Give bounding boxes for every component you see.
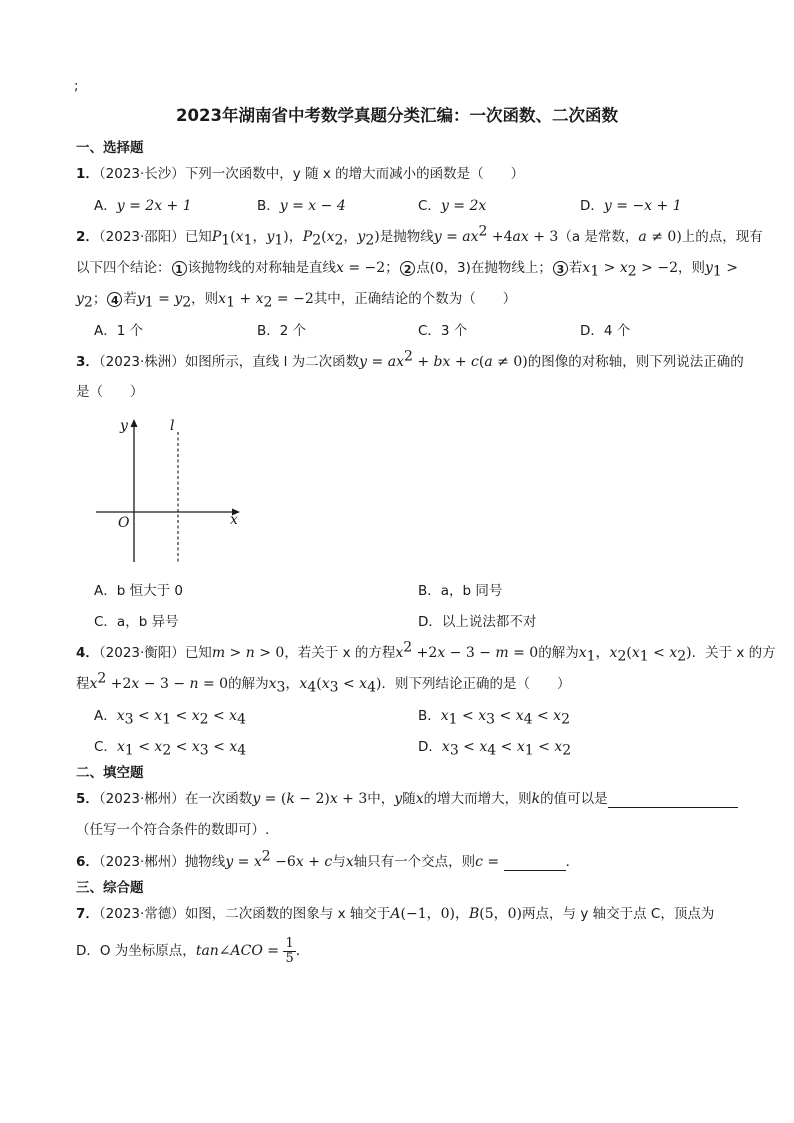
question-2-line-1: 2．（2023·邵阳）已知$P_1(x_1$，$y_1$)，$P_2(x_2$，$y_2$)是抛物线$y = ax^2 +4ax + 3(a$ 是常数，a ≠ 0)上的点，现有 [76, 223, 763, 249]
origin-label: O [118, 515, 130, 531]
q1-option-a: A．y = 2x + 1 [94, 198, 192, 214]
question-7-line-2: D．O 为坐标原点，tan∠ACO = $\frac{1}{5}$ . [76, 935, 301, 966]
question-7-line-1: 7．（2023·常德）如图，二次函数的图象与 x 轴交于A(−1，0)，B(5，0)两点，与 y 轴交于点 C，顶点为 [76, 906, 715, 922]
q4-option-b: B．$x_1 < x_3 < x_4 < x_2$ [418, 708, 570, 728]
circled-2-icon: 2 [400, 261, 415, 276]
circled-4-icon: 4 [107, 292, 122, 307]
q2-option-c: C．3 个 [418, 323, 468, 339]
q2-option-b: B．2 个 [257, 323, 307, 339]
l-label: l [170, 418, 175, 434]
question-2-line-3: $y_2$； 4 若$y_1 = y_2$，则$x_1 + x_2 = -2$其中，正确结论的个数为（ ） [76, 291, 517, 311]
question-5-line-1: 5．（2023·郴州）在一次函数y = (k − 2)x + 3中，y随x的增大而增大，则k的值可以是 [76, 790, 738, 808]
question-2-line-2: 以下四个结论： 1 该抛物线的对称轴是直线x = −2； 2 点(0，3)在抛物线上； 3 若$x_1 > x_2 > -2$，则$y_1$ > [76, 260, 739, 280]
y-axis-arrow [131, 419, 138, 427]
question-number: 1． [76, 166, 99, 182]
fraction-one-fifth: $\frac{1}{5}$ [285, 935, 294, 966]
q2-option-d: D．4 个 [580, 323, 631, 339]
question-source: （2023·长沙） [98, 166, 185, 182]
circled-1-icon: 1 [172, 261, 187, 276]
q2-option-a: A．1 个 [94, 323, 144, 339]
q3-coordinate-graph [90, 410, 250, 570]
q3-option-c: C．a，b 异号 [94, 614, 179, 630]
section-heading-fill: 二、填空题 [76, 765, 144, 781]
question-4-line-2: 程$x^2 +2x - 3 - n = 0$的解为$x_3$，$x_4(x_3 < x_4)$．则下列结论正确的是（ ） [76, 670, 571, 696]
q3-option-b: B．a，b 同号 [418, 583, 503, 599]
question-1 [76, 165, 524, 183]
q3-option-a: A．b 恒大于 0 [94, 583, 183, 599]
section-heading-comprehensive: 三、综合题 [76, 880, 144, 896]
y-axis-label: y [120, 418, 128, 434]
question-3-line-2: 是（ ） [76, 384, 144, 400]
page-title: 2023年湖南省中考数学真题分类汇编：一次函数、二次函数 [176, 106, 618, 125]
question-text: 下列一次函数中，y 随 x 的增大而减小的函数是（ ） [184, 166, 525, 182]
q4-option-c: C．$x_1 < x_2 < x_3 < x_4$ [94, 739, 247, 759]
q6-answer-blank[interactable] [504, 856, 566, 871]
circled-3-icon: 3 [553, 261, 568, 276]
q1-option-b: B．y = x − 4 [257, 198, 346, 214]
question-6: 6．（2023·郴州）抛物线$y = x^2 -6x + c$与x轴只有一个交点，则c = ． [76, 848, 580, 870]
q5-answer-blank[interactable] [608, 793, 738, 808]
x-axis-label: x [230, 512, 238, 528]
question-5-line-2: （任写一个符合条件的数即可）. [76, 822, 270, 838]
question-4-line-1: 4．（2023·衡阳）已知m > n > 0，若关于 x 的方程$x^2 +2x - 3 - m = 0$的解为$x_1$，$x_2(x_1 < x_2)$．关于 x 的方 [76, 639, 776, 665]
question-3-line-1: 3．（2023·株洲）如图所示，直线 l 为二次函数$y = ax^2$ + bx + c(a ≠ 0)的图像的对称轴，则下列说法正确的 [76, 348, 744, 370]
section-heading-choice: 一、选择题 [76, 140, 144, 156]
q4-option-d: D．$x_3 < x_4 < x_1 < x_2$ [418, 739, 572, 759]
q4-option-a: A．$x_3 < x_1 < x_2 < x_4$ [94, 708, 246, 728]
q1-option-d: D．y = −x + 1 [580, 198, 682, 214]
q1-option-c: C．y = 2x [418, 198, 487, 214]
top-mark: ; [74, 78, 79, 94]
q3-option-d: D．以上说法都不对 [418, 614, 537, 630]
